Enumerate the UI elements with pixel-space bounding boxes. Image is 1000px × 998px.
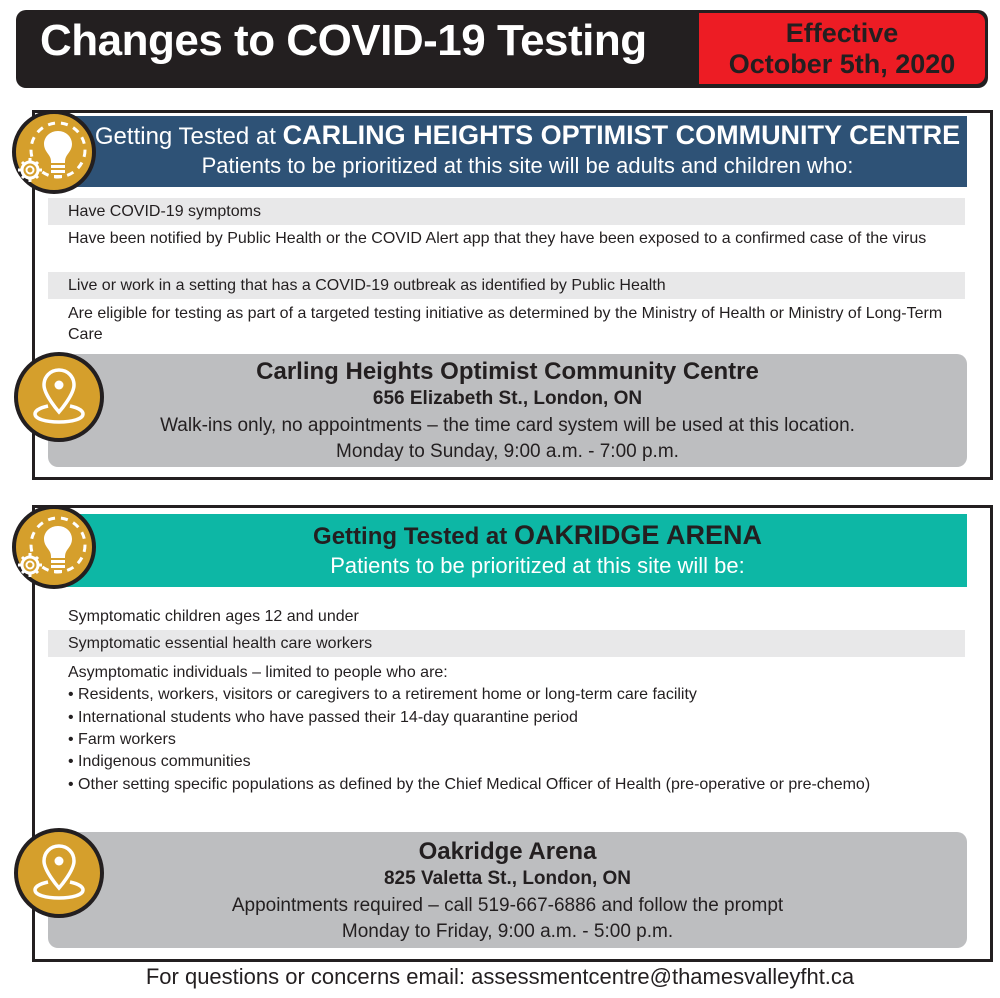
lightbulb-gear-icon — [12, 110, 96, 194]
location-booking-info: Walk-ins only, no appointments – the time card system will be used at this location. — [160, 415, 855, 436]
criteria-item: Are eligible for testing as part of a targeted testing initiative as determined by the Ministry of Health or Ministry of Long-Term Care — [68, 305, 943, 343]
criteria-item: Have COVID-19 symptoms — [48, 198, 965, 225]
location-address: 656 Elizabeth St., London, ON — [372, 388, 643, 409]
effective-date: October 5th, 2020 — [728, 49, 956, 79]
site-header-prefix: Getting Tested at — [313, 523, 514, 550]
location-hours: Monday to Sunday, 9:00 a.m. - 7:00 p.m. — [336, 441, 679, 462]
location-card-carling-heights — [48, 354, 967, 467]
site-header-name: OAKRIDGE ARENA — [513, 520, 762, 550]
site-header-prefix: Getting Tested at — [94, 123, 283, 150]
criteria-item: Symptomatic children ages 12 and under — [68, 608, 359, 625]
bullet-item: • Farm workers — [68, 731, 176, 748]
bullet-item: • Indigenous communities — [68, 753, 251, 770]
location-address: 825 Valetta St., London, ON — [383, 868, 632, 889]
location-card-oakridge-arena — [48, 832, 967, 948]
site-header-carling-heights — [48, 116, 967, 187]
location-booking-info: Appointments required – call 519-667-6886 and follow the prompt — [231, 895, 784, 916]
criteria-item: Have been notified by Public Health or the COVID Alert app that they have been exposed to a confirmed case of the virus — [68, 230, 927, 247]
page-title: Changes to COVID-19 Testing — [40, 16, 647, 65]
contact-footer: For questions or concerns email: assessmentcentre@thamesvalleyfht.ca — [145, 964, 855, 989]
site-header-name: CARLING HEIGHTS OPTIMIST COMMUNITY CENTRE — [282, 120, 961, 150]
bullet-item: • International students who have passed their 14-day quarantine period — [68, 709, 578, 726]
criteria-item: Symptomatic essential health care workers — [48, 630, 965, 657]
location-name: Carling Heights Optimist Community Centre — [256, 358, 759, 385]
criteria-item: Asymptomatic individuals – limited to people who are: — [68, 664, 448, 681]
bullet-item: • Residents, workers, visitors or caregivers to a retirement home or long-term care facility — [68, 686, 697, 703]
criteria-item: Live or work in a setting that has a COVID-19 outbreak as identified by Public Health — [48, 272, 965, 299]
bullet-item: • Other setting specific populations as defined by the Chief Medical Officer of Health (pre-operative or pre-chemo) — [68, 776, 871, 793]
site-subheader: Patients to be prioritized at this site will be: — [330, 553, 745, 578]
effective-label: Effective — [785, 18, 899, 48]
effective-date-badge — [699, 13, 985, 84]
map-pin-icon — [14, 352, 104, 442]
site-header-oakridge-arena — [48, 514, 967, 587]
location-name: Oakridge Arena — [418, 838, 597, 865]
map-pin-icon — [14, 828, 104, 918]
lightbulb-gear-icon — [12, 505, 96, 589]
site-subheader: Patients to be prioritized at this site will be adults and children who: — [201, 153, 854, 178]
location-hours: Monday to Friday, 9:00 a.m. - 5:00 p.m. — [341, 921, 674, 942]
